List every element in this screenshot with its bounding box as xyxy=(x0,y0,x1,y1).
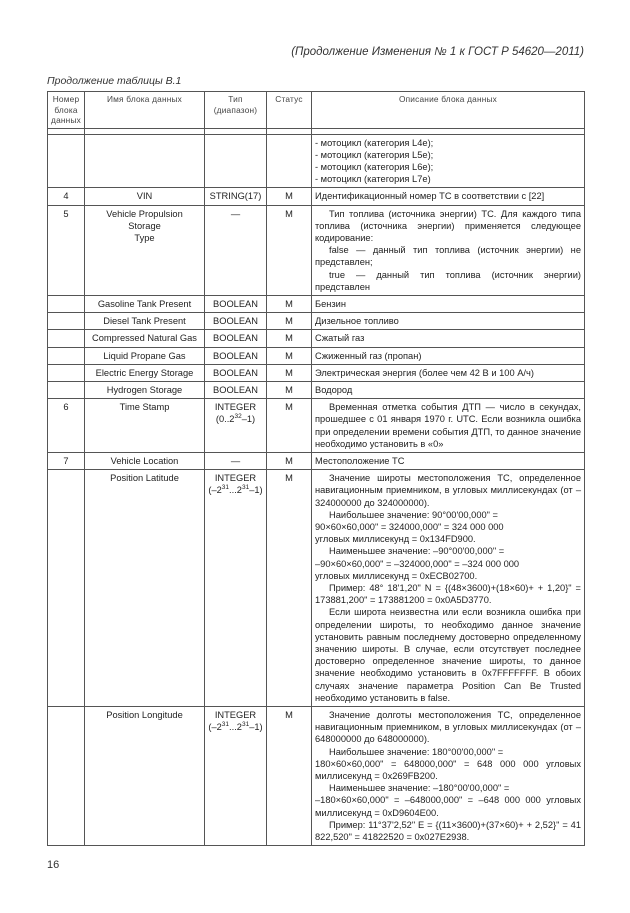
row-type: INTEGER (0..2$^{32}$–1) xyxy=(205,399,267,453)
moto-l5e: - мотоцикл (категория L5e); xyxy=(315,149,434,160)
row-num: 5 xyxy=(48,205,85,295)
row-desc: Тип топлива (источника энергии) ТС. Для каждого типа топлива (источника энергии) применяется следующее кодирование: false — данный тип топлива (источник энергии) не представлен; true — данный тип топлива (источник энергии) представлен xyxy=(312,205,585,295)
table-header-row xyxy=(48,92,585,129)
row-status: M xyxy=(267,381,312,398)
table-row-vin xyxy=(48,188,585,205)
col-header-desc: Описание блока данных xyxy=(312,92,585,129)
table-caption: Продолжение таблицы В.1 xyxy=(47,75,182,87)
table-row-longitude xyxy=(48,707,585,846)
row-desc: Бензин xyxy=(312,295,585,312)
table-row-location xyxy=(48,452,585,469)
moto-l6e: - мотоцикл (категория L6e); xyxy=(315,161,434,172)
row-status: M xyxy=(267,399,312,453)
row-status: M xyxy=(267,188,312,205)
table-row-fuel xyxy=(48,364,585,381)
row-name: VIN xyxy=(85,188,205,205)
row-status: M xyxy=(267,330,312,347)
row-name: Time Stamp xyxy=(85,399,205,453)
row-type: STRING(17) xyxy=(205,188,267,205)
row-name: Electric Energy Storage xyxy=(85,364,205,381)
row-desc: Дизельное топливо xyxy=(312,313,585,330)
row-desc: Временная отметка события ДТП — число в секундах, прошедшее с 01 января 1970 г. UTC. Если возникла ошибка при определении времени события ДТП, то данное значение необходимо установить в «0» xyxy=(312,399,585,453)
row-desc: Сжатый газ xyxy=(312,330,585,347)
row-desc: Электрическая энергия (более чем 42 В и 100 А/ч) xyxy=(312,364,585,381)
row-type: BOOLEAN xyxy=(205,313,267,330)
row-status: M xyxy=(267,205,312,295)
table-row-propulsion xyxy=(48,205,585,295)
row-desc: Идентификационный номер ТС в соответствии с [22] xyxy=(312,188,585,205)
row-status: M xyxy=(267,707,312,846)
row-desc: Местоположение ТС xyxy=(312,452,585,469)
row-type: INTEGER $(-2^{31}...2^{31}-1)$ xyxy=(205,707,267,846)
row-type: BOOLEAN xyxy=(205,381,267,398)
table-row-latitude xyxy=(48,470,585,707)
row-status: M xyxy=(267,313,312,330)
table-row xyxy=(48,134,585,188)
row-name: Gasoline Tank Present xyxy=(85,295,205,312)
row-name: Liquid Propane Gas xyxy=(85,347,205,364)
col-header-status: Статус xyxy=(267,92,312,129)
row-name: Hydrogen Storage xyxy=(85,381,205,398)
table-row-timestamp xyxy=(48,399,585,453)
table-row-fuel xyxy=(48,295,585,312)
moto-categories-cell xyxy=(312,134,585,188)
row-num: 4 xyxy=(48,188,85,205)
col-header-num: Номер блока данных xyxy=(48,92,85,129)
row-name: Diesel Tank Present xyxy=(85,313,205,330)
table-row-fuel xyxy=(48,347,585,364)
row-status: M xyxy=(267,364,312,381)
table-row-fuel xyxy=(48,313,585,330)
row-type: BOOLEAN xyxy=(205,295,267,312)
row-name: Compressed Natural Gas xyxy=(85,330,205,347)
row-desc: Значение долготы местоположения ТС, определенное навигационным приемником, в угловых миллисекундах (от –648000000 до 648000000). Наибольшее значение: 180°00'00,000" = 180×60×60,000" = 648000,000" = 648 000 000 угловых миллисекунд = 0x269FB200. Наименьшее значение: –180°00'00,000" = –180×60×60,000" = –648000,000" = –648 000 000 угловых миллисекунд = 0xD9604E00. Пример: 11°37'2,52" E = {(11×3600)+(37×60)+ + 2,52}" = 41 822,520" = 41822520 = 0x027E2938. xyxy=(312,707,585,846)
row-status: M xyxy=(267,347,312,364)
row-type: — xyxy=(205,452,267,469)
data-blocks-table xyxy=(47,91,585,846)
continuation-title: (Продолжение Изменения № 1 к ГОСТ Р 54620—2011) xyxy=(291,46,584,58)
row-status: M xyxy=(267,470,312,707)
row-desc: Значение широты местоположения ТС, определенное навигационным приемником, в угловых миллисекундах (от –324000000 до 324000000). Наибольшее значение: 90°00'00,000" = 90×60×60,000" = 324000,000" = 324 000 000 угловых миллисекунд = 0x134FD900. Наименьшее значение: –90°00'00,000" = –90×60×60,000" = –324000,000" = –324 000 000 угловых миллисекунд = 0xECB02700. Пример: 48° 18'1,20" N = {(48×3600)+(18×60)+ + 1,20}" = 173881,200" = 173881200 = 0x0A5D3770. Если широта неизвестна или если возникла ошибка при определении широты, то необходимо данное значение установить равным последнему достоверно определенному значению широты. В случае, если отсутствует последнее достоверно определенное значение широты, то данное значение необходимо установить в 0x7FFFFFFF. В обоих случаях значение параметра Position Can Be Trusted необходимо установить в false. xyxy=(312,470,585,707)
moto-l7e: - мотоцикл (категория L7e) xyxy=(315,174,431,185)
row-type: BOOLEAN xyxy=(205,330,267,347)
col-header-name: Имя блока данных xyxy=(85,92,205,129)
row-num: 7 xyxy=(48,452,85,469)
row-type: BOOLEAN xyxy=(205,364,267,381)
table-row-fuel xyxy=(48,330,585,347)
row-status: M xyxy=(267,295,312,312)
row-desc: Водород xyxy=(312,381,585,398)
row-name: Position Longitude xyxy=(85,707,205,846)
col-header-type: Тип (диапазон) xyxy=(205,92,267,129)
row-name: Position Latitude xyxy=(85,470,205,707)
row-type: INTEGER $(-2^{31}...2^{31}-1)$ xyxy=(205,470,267,707)
moto-l4e: - мотоцикл (категория L4e); xyxy=(315,137,434,148)
table-row-fuel xyxy=(48,381,585,398)
row-type: — xyxy=(205,205,267,295)
page-number: 16 xyxy=(47,859,60,871)
row-status: M xyxy=(267,452,312,469)
row-name: Vehicle Propulsion Storage Type xyxy=(85,205,205,295)
row-name: Vehicle Location xyxy=(85,452,205,469)
row-desc: Сжиженный газ (пропан) xyxy=(312,347,585,364)
row-type: BOOLEAN xyxy=(205,347,267,364)
row-num: 6 xyxy=(48,399,85,453)
